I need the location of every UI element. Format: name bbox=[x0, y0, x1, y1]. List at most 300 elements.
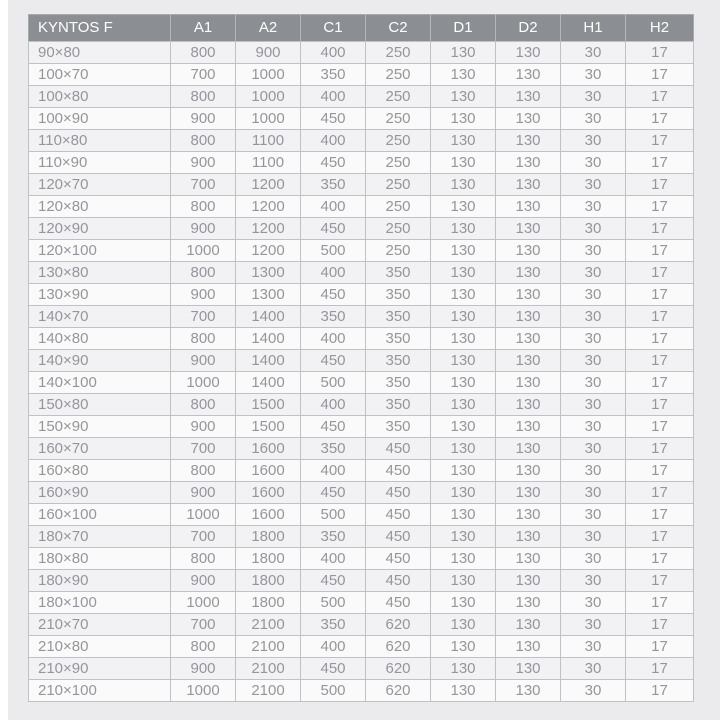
table-row bbox=[29, 416, 694, 438]
size-cell: 180×100 bbox=[29, 592, 171, 614]
value-cell: 620 bbox=[366, 680, 431, 702]
value-cell: 500 bbox=[301, 372, 366, 394]
value-cell: 17 bbox=[626, 196, 694, 218]
value-cell: 130 bbox=[496, 504, 561, 526]
value-cell: 30 bbox=[561, 218, 626, 240]
value-cell: 30 bbox=[561, 394, 626, 416]
value-cell: 17 bbox=[626, 658, 694, 680]
value-cell: 130 bbox=[431, 130, 496, 152]
value-cell: 450 bbox=[301, 218, 366, 240]
value-cell: 130 bbox=[496, 416, 561, 438]
value-cell: 30 bbox=[561, 416, 626, 438]
value-cell: 130 bbox=[496, 438, 561, 460]
size-cell: 160×70 bbox=[29, 438, 171, 460]
value-cell: 30 bbox=[561, 240, 626, 262]
table-row bbox=[29, 680, 694, 702]
value-cell: 1000 bbox=[171, 240, 236, 262]
value-cell: 130 bbox=[496, 460, 561, 482]
value-cell: 800 bbox=[171, 42, 236, 64]
value-cell: 800 bbox=[171, 548, 236, 570]
value-cell: 30 bbox=[561, 174, 626, 196]
table-row bbox=[29, 196, 694, 218]
value-cell: 130 bbox=[431, 196, 496, 218]
value-cell: 1600 bbox=[236, 504, 301, 526]
table-row bbox=[29, 570, 694, 592]
value-cell: 1200 bbox=[236, 218, 301, 240]
column-header: H2 bbox=[626, 15, 694, 42]
value-cell: 17 bbox=[626, 636, 694, 658]
value-cell: 1400 bbox=[236, 328, 301, 350]
value-cell: 17 bbox=[626, 108, 694, 130]
value-cell: 900 bbox=[236, 42, 301, 64]
value-cell: 400 bbox=[301, 394, 366, 416]
value-cell: 130 bbox=[431, 86, 496, 108]
value-cell: 130 bbox=[431, 548, 496, 570]
size-cell: 120×80 bbox=[29, 196, 171, 218]
value-cell: 450 bbox=[301, 108, 366, 130]
value-cell: 130 bbox=[431, 262, 496, 284]
value-cell: 130 bbox=[431, 636, 496, 658]
size-cell: 140×90 bbox=[29, 350, 171, 372]
value-cell: 350 bbox=[366, 350, 431, 372]
value-cell: 1000 bbox=[236, 108, 301, 130]
value-cell: 350 bbox=[366, 372, 431, 394]
size-cell: 120×70 bbox=[29, 174, 171, 196]
value-cell: 130 bbox=[496, 262, 561, 284]
value-cell: 130 bbox=[431, 658, 496, 680]
column-header: C2 bbox=[366, 15, 431, 42]
value-cell: 17 bbox=[626, 592, 694, 614]
value-cell: 30 bbox=[561, 680, 626, 702]
value-cell: 130 bbox=[431, 394, 496, 416]
spec-table bbox=[28, 14, 694, 702]
value-cell: 130 bbox=[431, 328, 496, 350]
value-cell: 2100 bbox=[236, 636, 301, 658]
value-cell: 800 bbox=[171, 262, 236, 284]
column-header: H1 bbox=[561, 15, 626, 42]
value-cell: 900 bbox=[171, 570, 236, 592]
value-cell: 250 bbox=[366, 64, 431, 86]
value-cell: 130 bbox=[431, 680, 496, 702]
value-cell: 30 bbox=[561, 350, 626, 372]
value-cell: 1000 bbox=[171, 680, 236, 702]
value-cell: 17 bbox=[626, 504, 694, 526]
value-cell: 130 bbox=[431, 438, 496, 460]
value-cell: 400 bbox=[301, 548, 366, 570]
value-cell: 900 bbox=[171, 658, 236, 680]
value-cell: 800 bbox=[171, 86, 236, 108]
table-body bbox=[29, 42, 694, 702]
value-cell: 800 bbox=[171, 460, 236, 482]
size-cell: 120×100 bbox=[29, 240, 171, 262]
table-row bbox=[29, 240, 694, 262]
value-cell: 130 bbox=[431, 64, 496, 86]
value-cell: 900 bbox=[171, 152, 236, 174]
value-cell: 900 bbox=[171, 416, 236, 438]
value-cell: 17 bbox=[626, 394, 694, 416]
value-cell: 350 bbox=[366, 416, 431, 438]
value-cell: 17 bbox=[626, 416, 694, 438]
value-cell: 130 bbox=[496, 196, 561, 218]
size-cell: 180×90 bbox=[29, 570, 171, 592]
value-cell: 450 bbox=[366, 548, 431, 570]
value-cell: 350 bbox=[301, 64, 366, 86]
value-cell: 500 bbox=[301, 592, 366, 614]
value-cell: 130 bbox=[431, 482, 496, 504]
value-cell: 350 bbox=[366, 284, 431, 306]
value-cell: 17 bbox=[626, 328, 694, 350]
value-cell: 130 bbox=[496, 328, 561, 350]
size-cell: 140×70 bbox=[29, 306, 171, 328]
table-row bbox=[29, 306, 694, 328]
value-cell: 30 bbox=[561, 438, 626, 460]
value-cell: 700 bbox=[171, 64, 236, 86]
table-row bbox=[29, 548, 694, 570]
value-cell: 1100 bbox=[236, 152, 301, 174]
value-cell: 17 bbox=[626, 306, 694, 328]
value-cell: 30 bbox=[561, 548, 626, 570]
value-cell: 400 bbox=[301, 42, 366, 64]
value-cell: 400 bbox=[301, 460, 366, 482]
value-cell: 1000 bbox=[236, 64, 301, 86]
value-cell: 1200 bbox=[236, 174, 301, 196]
value-cell: 800 bbox=[171, 196, 236, 218]
size-cell: 210×70 bbox=[29, 614, 171, 636]
value-cell: 130 bbox=[496, 174, 561, 196]
value-cell: 30 bbox=[561, 108, 626, 130]
value-cell: 900 bbox=[171, 218, 236, 240]
size-cell: 180×70 bbox=[29, 526, 171, 548]
value-cell: 130 bbox=[496, 64, 561, 86]
value-cell: 1000 bbox=[171, 372, 236, 394]
value-cell: 350 bbox=[301, 526, 366, 548]
value-cell: 30 bbox=[561, 130, 626, 152]
value-cell: 450 bbox=[301, 570, 366, 592]
value-cell: 1200 bbox=[236, 240, 301, 262]
column-header: C1 bbox=[301, 15, 366, 42]
value-cell: 400 bbox=[301, 262, 366, 284]
value-cell: 700 bbox=[171, 438, 236, 460]
size-cell: 210×100 bbox=[29, 680, 171, 702]
table-row bbox=[29, 86, 694, 108]
value-cell: 17 bbox=[626, 42, 694, 64]
value-cell: 30 bbox=[561, 306, 626, 328]
value-cell: 450 bbox=[301, 152, 366, 174]
value-cell: 500 bbox=[301, 504, 366, 526]
value-cell: 30 bbox=[561, 570, 626, 592]
value-cell: 900 bbox=[171, 482, 236, 504]
value-cell: 1800 bbox=[236, 570, 301, 592]
value-cell: 30 bbox=[561, 42, 626, 64]
value-cell: 1800 bbox=[236, 592, 301, 614]
value-cell: 130 bbox=[431, 284, 496, 306]
table-row bbox=[29, 262, 694, 284]
value-cell: 17 bbox=[626, 526, 694, 548]
value-cell: 450 bbox=[301, 350, 366, 372]
value-cell: 130 bbox=[496, 306, 561, 328]
value-cell: 130 bbox=[496, 482, 561, 504]
value-cell: 450 bbox=[366, 592, 431, 614]
value-cell: 450 bbox=[366, 526, 431, 548]
size-cell: 140×100 bbox=[29, 372, 171, 394]
value-cell: 1500 bbox=[236, 394, 301, 416]
value-cell: 700 bbox=[171, 614, 236, 636]
value-cell: 130 bbox=[496, 372, 561, 394]
value-cell: 130 bbox=[496, 130, 561, 152]
value-cell: 450 bbox=[301, 284, 366, 306]
value-cell: 17 bbox=[626, 460, 694, 482]
value-cell: 130 bbox=[431, 108, 496, 130]
column-header: D1 bbox=[431, 15, 496, 42]
column-header: A2 bbox=[236, 15, 301, 42]
value-cell: 900 bbox=[171, 284, 236, 306]
value-cell: 30 bbox=[561, 284, 626, 306]
value-cell: 1800 bbox=[236, 548, 301, 570]
value-cell: 350 bbox=[301, 306, 366, 328]
value-cell: 30 bbox=[561, 64, 626, 86]
value-cell: 17 bbox=[626, 350, 694, 372]
size-cell: 150×90 bbox=[29, 416, 171, 438]
value-cell: 130 bbox=[496, 592, 561, 614]
value-cell: 1600 bbox=[236, 482, 301, 504]
size-cell: 130×80 bbox=[29, 262, 171, 284]
value-cell: 130 bbox=[431, 306, 496, 328]
value-cell: 620 bbox=[366, 658, 431, 680]
value-cell: 700 bbox=[171, 306, 236, 328]
value-cell: 130 bbox=[431, 592, 496, 614]
value-cell: 900 bbox=[171, 108, 236, 130]
value-cell: 130 bbox=[431, 152, 496, 174]
value-cell: 800 bbox=[171, 394, 236, 416]
value-cell: 1300 bbox=[236, 262, 301, 284]
value-cell: 130 bbox=[496, 658, 561, 680]
table-row bbox=[29, 372, 694, 394]
value-cell: 30 bbox=[561, 504, 626, 526]
value-cell: 350 bbox=[301, 614, 366, 636]
value-cell: 1000 bbox=[171, 592, 236, 614]
header-row bbox=[29, 15, 694, 42]
value-cell: 1400 bbox=[236, 372, 301, 394]
value-cell: 130 bbox=[496, 284, 561, 306]
value-cell: 700 bbox=[171, 526, 236, 548]
value-cell: 17 bbox=[626, 482, 694, 504]
value-cell: 350 bbox=[366, 306, 431, 328]
value-cell: 400 bbox=[301, 196, 366, 218]
table-title-header: KYNTOS F bbox=[29, 15, 171, 42]
value-cell: 17 bbox=[626, 64, 694, 86]
size-cell: 90×80 bbox=[29, 42, 171, 64]
value-cell: 130 bbox=[496, 394, 561, 416]
value-cell: 350 bbox=[301, 174, 366, 196]
value-cell: 30 bbox=[561, 460, 626, 482]
value-cell: 250 bbox=[366, 174, 431, 196]
table-row bbox=[29, 592, 694, 614]
value-cell: 450 bbox=[366, 460, 431, 482]
value-cell: 30 bbox=[561, 328, 626, 350]
value-cell: 130 bbox=[431, 570, 496, 592]
value-cell: 130 bbox=[496, 680, 561, 702]
value-cell: 350 bbox=[301, 438, 366, 460]
size-cell: 140×80 bbox=[29, 328, 171, 350]
value-cell: 17 bbox=[626, 218, 694, 240]
size-cell: 100×80 bbox=[29, 86, 171, 108]
value-cell: 400 bbox=[301, 86, 366, 108]
value-cell: 130 bbox=[496, 614, 561, 636]
value-cell: 130 bbox=[431, 174, 496, 196]
value-cell: 17 bbox=[626, 152, 694, 174]
value-cell: 450 bbox=[301, 416, 366, 438]
table-row bbox=[29, 636, 694, 658]
value-cell: 350 bbox=[366, 262, 431, 284]
value-cell: 30 bbox=[561, 592, 626, 614]
size-cell: 210×80 bbox=[29, 636, 171, 658]
value-cell: 800 bbox=[171, 130, 236, 152]
value-cell: 250 bbox=[366, 152, 431, 174]
value-cell: 17 bbox=[626, 372, 694, 394]
value-cell: 130 bbox=[496, 42, 561, 64]
value-cell: 620 bbox=[366, 636, 431, 658]
value-cell: 30 bbox=[561, 262, 626, 284]
table-row bbox=[29, 130, 694, 152]
value-cell: 130 bbox=[496, 108, 561, 130]
value-cell: 1400 bbox=[236, 306, 301, 328]
value-cell: 1600 bbox=[236, 438, 301, 460]
size-cell: 160×80 bbox=[29, 460, 171, 482]
size-cell: 120×90 bbox=[29, 218, 171, 240]
value-cell: 2100 bbox=[236, 658, 301, 680]
value-cell: 130 bbox=[431, 504, 496, 526]
value-cell: 1600 bbox=[236, 460, 301, 482]
value-cell: 130 bbox=[431, 526, 496, 548]
table-row bbox=[29, 460, 694, 482]
value-cell: 700 bbox=[171, 174, 236, 196]
value-cell: 250 bbox=[366, 42, 431, 64]
size-cell: 130×90 bbox=[29, 284, 171, 306]
value-cell: 450 bbox=[366, 504, 431, 526]
value-cell: 130 bbox=[431, 372, 496, 394]
value-cell: 17 bbox=[626, 284, 694, 306]
value-cell: 250 bbox=[366, 108, 431, 130]
value-cell: 350 bbox=[366, 394, 431, 416]
size-cell: 110×80 bbox=[29, 130, 171, 152]
value-cell: 130 bbox=[496, 526, 561, 548]
value-cell: 30 bbox=[561, 152, 626, 174]
value-cell: 2100 bbox=[236, 680, 301, 702]
value-cell: 1300 bbox=[236, 284, 301, 306]
value-cell: 450 bbox=[301, 658, 366, 680]
size-cell: 150×80 bbox=[29, 394, 171, 416]
value-cell: 17 bbox=[626, 680, 694, 702]
table-row bbox=[29, 64, 694, 86]
table-row bbox=[29, 482, 694, 504]
value-cell: 450 bbox=[366, 482, 431, 504]
value-cell: 450 bbox=[366, 438, 431, 460]
value-cell: 450 bbox=[366, 570, 431, 592]
value-cell: 250 bbox=[366, 130, 431, 152]
table-row bbox=[29, 350, 694, 372]
value-cell: 400 bbox=[301, 636, 366, 658]
value-cell: 17 bbox=[626, 130, 694, 152]
value-cell: 620 bbox=[366, 614, 431, 636]
table-row bbox=[29, 658, 694, 680]
size-cell: 100×90 bbox=[29, 108, 171, 130]
size-cell: 160×100 bbox=[29, 504, 171, 526]
value-cell: 17 bbox=[626, 262, 694, 284]
value-cell: 17 bbox=[626, 86, 694, 108]
value-cell: 350 bbox=[366, 328, 431, 350]
table-row bbox=[29, 394, 694, 416]
value-cell: 30 bbox=[561, 482, 626, 504]
table-row bbox=[29, 174, 694, 196]
size-cell: 160×90 bbox=[29, 482, 171, 504]
value-cell: 800 bbox=[171, 328, 236, 350]
value-cell: 1500 bbox=[236, 416, 301, 438]
value-cell: 250 bbox=[366, 240, 431, 262]
size-cell: 210×90 bbox=[29, 658, 171, 680]
value-cell: 250 bbox=[366, 86, 431, 108]
value-cell: 250 bbox=[366, 218, 431, 240]
value-cell: 130 bbox=[431, 416, 496, 438]
size-cell: 110×90 bbox=[29, 152, 171, 174]
value-cell: 130 bbox=[431, 614, 496, 636]
size-cell: 100×70 bbox=[29, 64, 171, 86]
value-cell: 500 bbox=[301, 240, 366, 262]
table-row bbox=[29, 504, 694, 526]
value-cell: 30 bbox=[561, 526, 626, 548]
value-cell: 130 bbox=[431, 460, 496, 482]
value-cell: 17 bbox=[626, 438, 694, 460]
table-row bbox=[29, 438, 694, 460]
value-cell: 17 bbox=[626, 174, 694, 196]
table-row bbox=[29, 614, 694, 636]
value-cell: 30 bbox=[561, 196, 626, 218]
value-cell: 1000 bbox=[236, 86, 301, 108]
value-cell: 800 bbox=[171, 636, 236, 658]
value-cell: 130 bbox=[496, 218, 561, 240]
value-cell: 900 bbox=[171, 350, 236, 372]
value-cell: 450 bbox=[301, 482, 366, 504]
value-cell: 130 bbox=[496, 86, 561, 108]
value-cell: 130 bbox=[496, 636, 561, 658]
table-row bbox=[29, 108, 694, 130]
value-cell: 400 bbox=[301, 328, 366, 350]
value-cell: 250 bbox=[366, 196, 431, 218]
value-cell: 1800 bbox=[236, 526, 301, 548]
value-cell: 400 bbox=[301, 130, 366, 152]
value-cell: 130 bbox=[431, 218, 496, 240]
value-cell: 30 bbox=[561, 86, 626, 108]
value-cell: 30 bbox=[561, 372, 626, 394]
value-cell: 30 bbox=[561, 614, 626, 636]
value-cell: 17 bbox=[626, 548, 694, 570]
value-cell: 500 bbox=[301, 680, 366, 702]
value-cell: 130 bbox=[431, 240, 496, 262]
page-left-margin bbox=[0, 0, 8, 720]
value-cell: 130 bbox=[496, 152, 561, 174]
value-cell: 130 bbox=[496, 350, 561, 372]
column-header: D2 bbox=[496, 15, 561, 42]
table-row bbox=[29, 152, 694, 174]
value-cell: 130 bbox=[496, 548, 561, 570]
value-cell: 1000 bbox=[171, 504, 236, 526]
value-cell: 130 bbox=[496, 570, 561, 592]
value-cell: 17 bbox=[626, 240, 694, 262]
value-cell: 2100 bbox=[236, 614, 301, 636]
value-cell: 1100 bbox=[236, 130, 301, 152]
value-cell: 1400 bbox=[236, 350, 301, 372]
value-cell: 30 bbox=[561, 636, 626, 658]
value-cell: 30 bbox=[561, 658, 626, 680]
